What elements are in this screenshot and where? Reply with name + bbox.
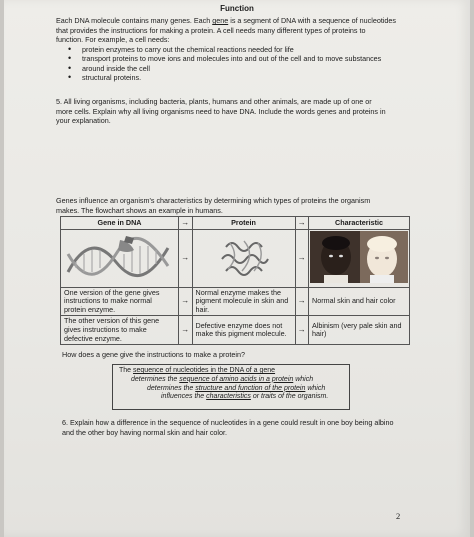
arrow-cell: → (179, 230, 193, 288)
header-protein: Protein (192, 217, 295, 230)
intro-text-1a: Each DNA molecule contains many genes. Each (56, 16, 213, 25)
arrow-cell: → (179, 287, 193, 316)
header-arrow: → (179, 217, 193, 230)
q6-line-2: and the other boy having normal skin and hair color. (62, 427, 228, 437)
how-question: How does a gene give the instructions to make a protein? (62, 350, 245, 359)
gene-cell: One version of the gene gives instructions to make normal protein enzyme. (61, 287, 179, 316)
characteristic-cell: Albinism (very pale skin and hair) (309, 316, 410, 345)
arrow-cell: → (179, 316, 193, 345)
process-box: The sequence of nucleotides in the DNA of a gene determines the sequence of amino acids in a protein which determines the structure and function of the protein which influences the characteristics or traits of the organism. (112, 364, 350, 410)
needs-list (68, 45, 408, 83)
table-row (61, 230, 410, 288)
intro-gene-word: gene (212, 16, 229, 25)
box-term: characteristics (206, 393, 251, 401)
q5-line-3: your explanation. (56, 116, 111, 125)
characteristic-image (309, 230, 410, 288)
dna-helix-illustration (64, 232, 172, 282)
flowchart-table (60, 216, 410, 345)
box-term: structure and function of the protein (195, 384, 306, 392)
genes-intro-line-1: Genes influence an organism's characteristics by determining which types of proteins the organism (56, 196, 371, 205)
arrow-cell: → (295, 230, 309, 288)
list-item: • transport proteins to move ions and molecules into and out of the cell and to move substances (68, 54, 408, 63)
box-term: sequence of amino acids in a protein (179, 375, 294, 383)
box-term: sequence of nucleotides in the DNA of a gene (133, 367, 276, 374)
protein-structure-illustration (214, 233, 274, 281)
q6-line-1: 6. Explain how a difference in the sequence of nucleotides in a gene could result in one boy being albino (62, 418, 394, 427)
protein-image (192, 230, 295, 288)
table-row (61, 316, 410, 345)
intro-line-2: that provides the instructions for making a protein. A cell needs many different types of proteins to (56, 25, 366, 35)
header-gene: Gene in DNA (61, 217, 179, 230)
gene-cell: The other version of this gene gives instructions to make defective enzyme. (61, 316, 179, 345)
genes-intro-line-2: makes. The flowchart shows an example in humans. (56, 205, 223, 215)
arrow-cell: → (295, 287, 309, 316)
page-title: Function (220, 4, 254, 13)
worksheet-page (4, 0, 470, 537)
list-item: • structural proteins. (68, 73, 408, 82)
arrow-cell: → (295, 316, 309, 345)
page-number: 2 (396, 511, 401, 521)
characteristic-cell: Normal skin and hair color (309, 287, 410, 316)
table-row (61, 287, 410, 316)
intro-line-3: function. For example, a cell needs: (56, 35, 170, 44)
table-header-row (61, 217, 410, 230)
protein-cell: Defective enzyme does not make this pigment molecule. (192, 316, 295, 345)
list-item: • protein enzymes to carry out the chemical reactions needed for life (68, 45, 408, 54)
q5-line-2: more cells. Explain why all living organisms need to have DNA. Include the words genes and proteins in (56, 106, 386, 116)
dna-image (61, 230, 179, 288)
q5-line-1: 5. All living organisms, including bacteria, plants, humans and other animals, are made up of one or (56, 97, 372, 106)
header-characteristic: Characteristic (309, 217, 410, 230)
protein-cell: Normal enzyme makes the pigment molecule in skin and hair. (192, 287, 295, 316)
two-boys-photo (310, 231, 408, 283)
intro-text-1b: is a segment of DNA with a sequence of nucleotides (228, 16, 397, 25)
list-item-continuation: • around inside the cell (68, 64, 408, 73)
header-arrow: → (295, 217, 309, 230)
